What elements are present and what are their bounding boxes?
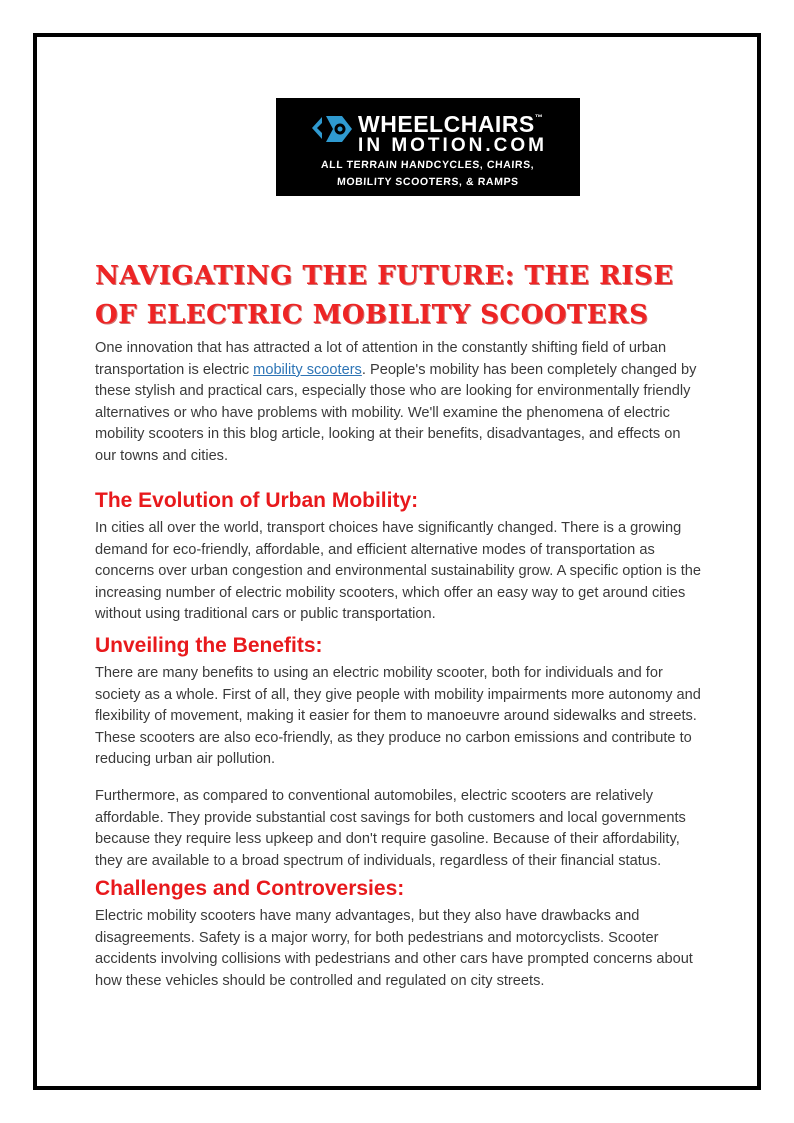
section-heading-challenges: Challenges and Controversies: [95, 877, 405, 900]
logo-banner [276, 98, 580, 196]
section-paragraph: In cities all over the world, transport choices have significantly changed. There is a growing demand for eco-friendly, affordable, and efficient alternative modes of transportation as concerns over urban congestion and environmental sustainability grow. A specific option is the increasing number of electric mobility scooters, which offer an easy way to get around cities without using traditional cars or public transportation. [95, 520, 701, 622]
intro-text-after-link: . People's mobility has been completely changed by these stylish and practical cars, especially those who are looking for environmentally friendly alternatives or who have problems with mobility. We'll examine the phenomena of electric mobility scooters in this blog article, looking at their benefits, disadvantages, and effects on our towns and cities. [95, 361, 697, 464]
logo-brand-row [309, 106, 547, 156]
logo-brand-line1: WHEELCHAIRS™ [358, 111, 543, 137]
logo-tagline-line1: ALL TERRAIN HANDCYCLES, CHAIRS, [321, 159, 535, 171]
logo-brand-line2: IN MOTION.COM [358, 135, 547, 156]
article-title: NAVIGATING THE FUTURE: THE RISE OF ELECTRIC MOBILITY SCOOTERS [95, 261, 674, 331]
wheelchair-motion-logo-icon [309, 114, 353, 149]
trademark-symbol: ™ [534, 113, 543, 122]
section-heading-evolution: The Evolution of Urban Mobility: [95, 489, 419, 512]
mobility-scooters-link[interactable]: mobility scooters [253, 361, 362, 378]
section-paragraph: Electric mobility scooters have many advantages, but they also have drawbacks and disagreements. Safety is a major worry, for both pedestrians and motorcyclists. Scooter accidents involving collisions with pedestrians and other cars have prompted concerns about how these vehicles should be controlled and regulated on city streets. [95, 908, 693, 989]
section-paragraph: There are many benefits to using an electric mobility scooter, both for individuals and for society as a whole. First of all, they give people with mobility impairments more autonomy and flexibility of movement, making it easier for them to manoeuvre around sidewalks and streets. These scooters are also eco-friendly, as they produce no carbon emissions and contribute to reducing urban air pollution. [95, 665, 701, 767]
intro-text-before-link: One innovation that has attracted a lot of attention in the constantly shifting field of urban transportation is electric [95, 340, 667, 378]
logo-tagline-line2: MOBILITY SCOOTERS, & RAMPS [336, 176, 520, 188]
section-heading-benefits: Unveiling the Benefits: [95, 634, 323, 657]
section-paragraph: Furthermore, as compared to conventional automobiles, electric scooters are relatively affordable. They provide substantial cost savings for both customers and local governments because they require less upkeep and don't require gasoline. Because of their affordability, they are available to a broad spectrum of individuals, regardless of their financial status. [95, 788, 686, 869]
logo-brand-text [358, 106, 547, 156]
intro-paragraph [95, 338, 705, 467]
